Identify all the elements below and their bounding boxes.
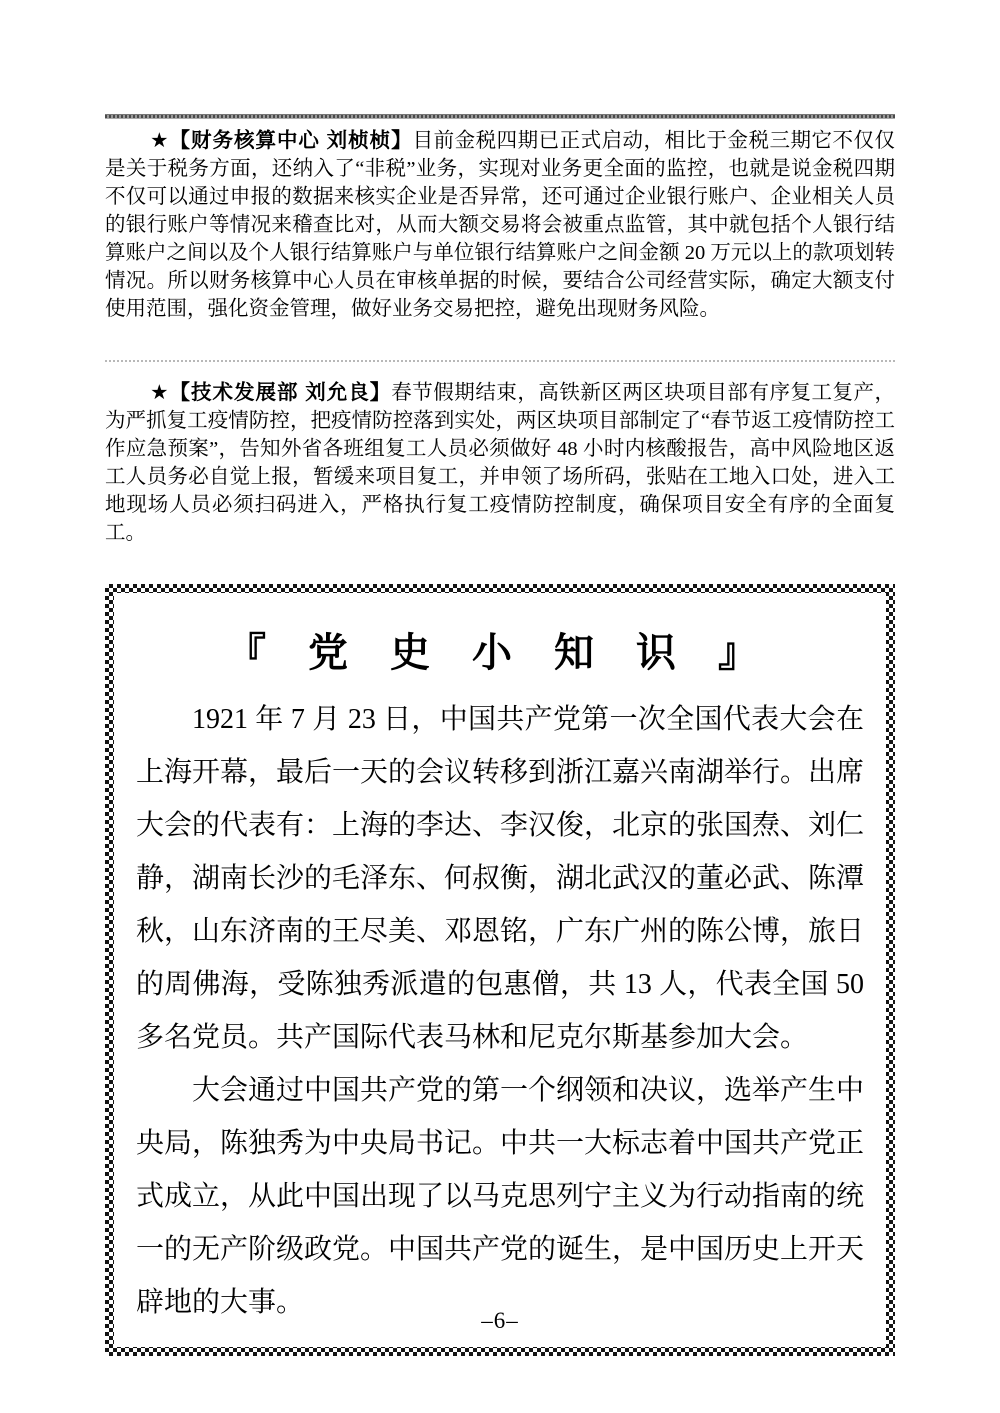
article-finance-heading: ★【财务核算中心 刘桢桢】 [150, 129, 413, 152]
knowledge-box-inner [114, 593, 886, 1347]
knowledge-paragraph-1: 1921 年 7 月 23 日，中国共产党第一次全国代表大会在上海开幕，最后一天的会议转移到浙江嘉兴南湖举行。出席大会的代表有：上海的李达、李汉俊，北京的张国焘、刘仁静，湖南长沙的毛泽东、何叔衡，湖北武汉的董必武、陈潭秋，山东济南的王尽美、邓恩铭，广东广州的陈公博，旅日的周佛海，受陈独秀派遣的包惠僧，共 13 人，代表全国 50 多名党员。共产国际代表马林和尼克尔斯基参加大会。 [136, 704, 865, 1053]
article-tech [105, 379, 895, 547]
page-number: –6– [481, 1308, 519, 1333]
page-content [105, 114, 895, 1356]
article-finance [105, 127, 895, 323]
article-tech-heading: ★【技术发展部 刘允良】 [150, 381, 392, 404]
knowledge-paragraph-2: 大会通过中国共产党的第一个纲领和决议，选举产生中央局，陈独秀为中央局书记。中共一大标志着中国共产党正式成立，从此中国出现了以马克思列宁主义为行动指南的统一的无产阶级政党。中国共产党的诞生，是中国历史上开天辟地的大事。 [136, 1075, 865, 1318]
article-tech-body: 春节假期结束，高铁新区两区块项目部有序复工复产，为严抓复工疫情防控，把疫情防控落到实处，两区块项目部制定了“春节返工疫情防控工作应急预案”，告知外省各班组复工人员必须做好 48 小时内核酸报告，高中风险地区返工人员务必自觉上报，暂缓来项目复工，并申领了场所码，张贴在工地入口处，进入工地现场人员必须扫码进入，严格执行复工疫情防控制度，确保项目安全有序的全面复工。 [105, 382, 895, 544]
knowledge-box-title: 『 党 史 小 知 识 』 [226, 630, 774, 675]
knowledge-box [105, 584, 895, 1356]
top-rule [105, 114, 895, 119]
section-divider [105, 360, 895, 362]
article-finance-body: 目前金税四期已正式启动，相比于金税三期它不仅仅是关于税务方面，还纳入了“非税”业务，实现对业务更全面的监控，也就是说金税四期不仅可以通过申报的数据来核实企业是否异常，还可通过企业银行账户、企业相关人员的银行账户等情况来稽查比对，从而大额交易将会被重点监管，其中就包括个人银行结算账户之间以及个人银行结算账户与单位银行结算账户之间金额 20 万元以上的款项划转情况。所以财务核算中心人员在审核单据的时候，要结合公司经营实际，确定大额支付使用范围，强化资金管理，做好业务交易把控，避免出现财务风险。 [105, 130, 895, 320]
